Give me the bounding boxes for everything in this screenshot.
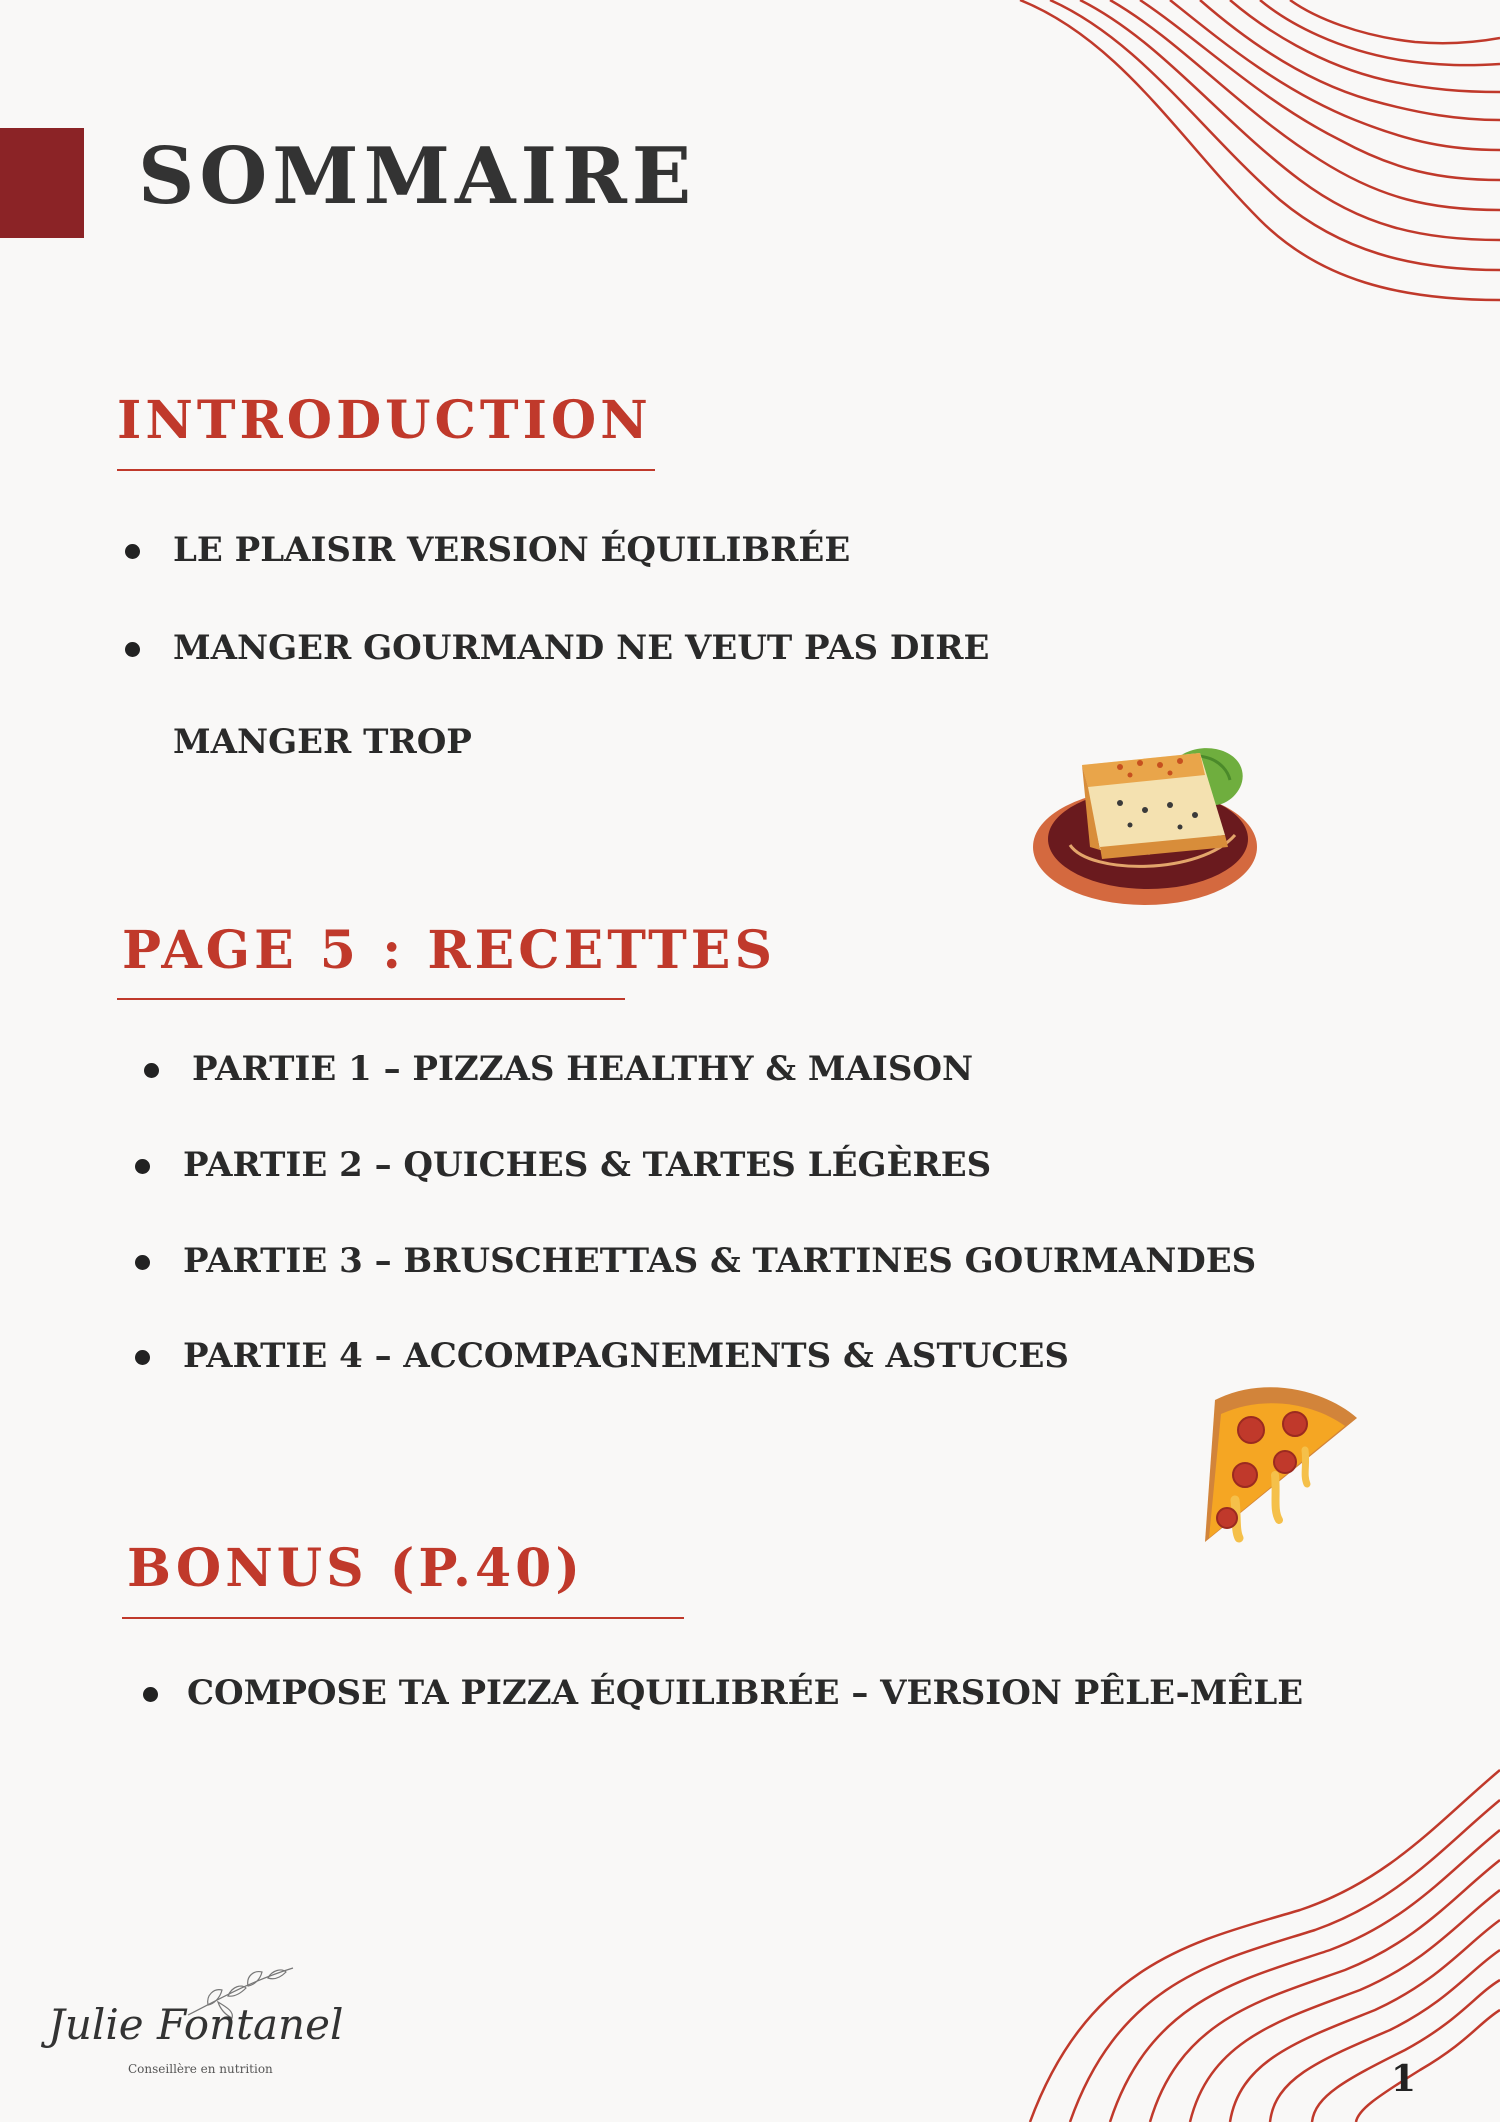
list-item-text: PARTIE 2 – QUICHES & TARTES LÉGÈRES bbox=[183, 1144, 992, 1185]
list-item-text: MANGER GOURMAND NE VEUT PAS DIRE bbox=[173, 627, 990, 668]
list-item bbox=[183, 1049, 1256, 1090]
list-item-text-continuation: MANGER TROP bbox=[173, 721, 472, 762]
bullet-icon bbox=[135, 1255, 150, 1270]
pizza-slice-illustration bbox=[1185, 1380, 1360, 1550]
page-number: 1 bbox=[1390, 2058, 1416, 2100]
logo-name: Julie Fontanel bbox=[48, 2000, 344, 2049]
list-item-text: PARTIE 1 – PIZZAS HEALTHY & MAISON bbox=[192, 1049, 974, 1089]
section-title-introduction: INTRODUCTION bbox=[117, 390, 652, 451]
list-item bbox=[187, 1673, 1303, 1714]
bullet-icon bbox=[135, 1159, 150, 1174]
list-item-text: PARTIE 3 – BRUSCHETTAS & TARTINES GOURMANDES bbox=[183, 1240, 1257, 1281]
introduction-list bbox=[173, 530, 989, 762]
list-item bbox=[183, 1336, 1256, 1377]
bullet-icon bbox=[125, 544, 140, 559]
list-item bbox=[183, 1241, 1256, 1282]
list-item-text: COMPOSE TA PIZZA ÉQUILIBRÉE – VERSION PÊLE-MÊLE bbox=[187, 1673, 1304, 1713]
list-item bbox=[173, 530, 989, 571]
brand-logo bbox=[48, 1960, 344, 2090]
bullet-icon bbox=[135, 1350, 150, 1365]
section-divider bbox=[117, 998, 625, 1000]
list-item bbox=[173, 628, 989, 763]
bullet-icon bbox=[143, 1687, 158, 1702]
recettes-list bbox=[183, 1049, 1256, 1377]
section-title-bonus: BONUS (P.40) bbox=[127, 1538, 584, 1599]
bullet-icon bbox=[125, 642, 140, 657]
logo-subtitle: Conseillère en nutrition bbox=[128, 2062, 273, 2076]
page-title: SOMMAIRE bbox=[138, 131, 697, 222]
list-item bbox=[183, 1145, 1256, 1186]
bonus-list bbox=[187, 1673, 1303, 1714]
bullet-icon bbox=[144, 1063, 159, 1078]
wave-lines-decoration-top bbox=[1000, 0, 1500, 400]
list-item-text: LE PLAISIR VERSION ÉQUILIBRÉE bbox=[173, 530, 851, 570]
quiche-slice-illustration bbox=[1030, 735, 1260, 910]
section-divider bbox=[122, 1617, 684, 1619]
section-divider bbox=[117, 469, 655, 471]
section-title-recettes: PAGE 5 : RECETTES bbox=[122, 920, 776, 981]
title-accent-block bbox=[0, 128, 84, 238]
list-item-text: PARTIE 4 – ACCOMPAGNEMENTS & ASTUCES bbox=[183, 1336, 1069, 1377]
